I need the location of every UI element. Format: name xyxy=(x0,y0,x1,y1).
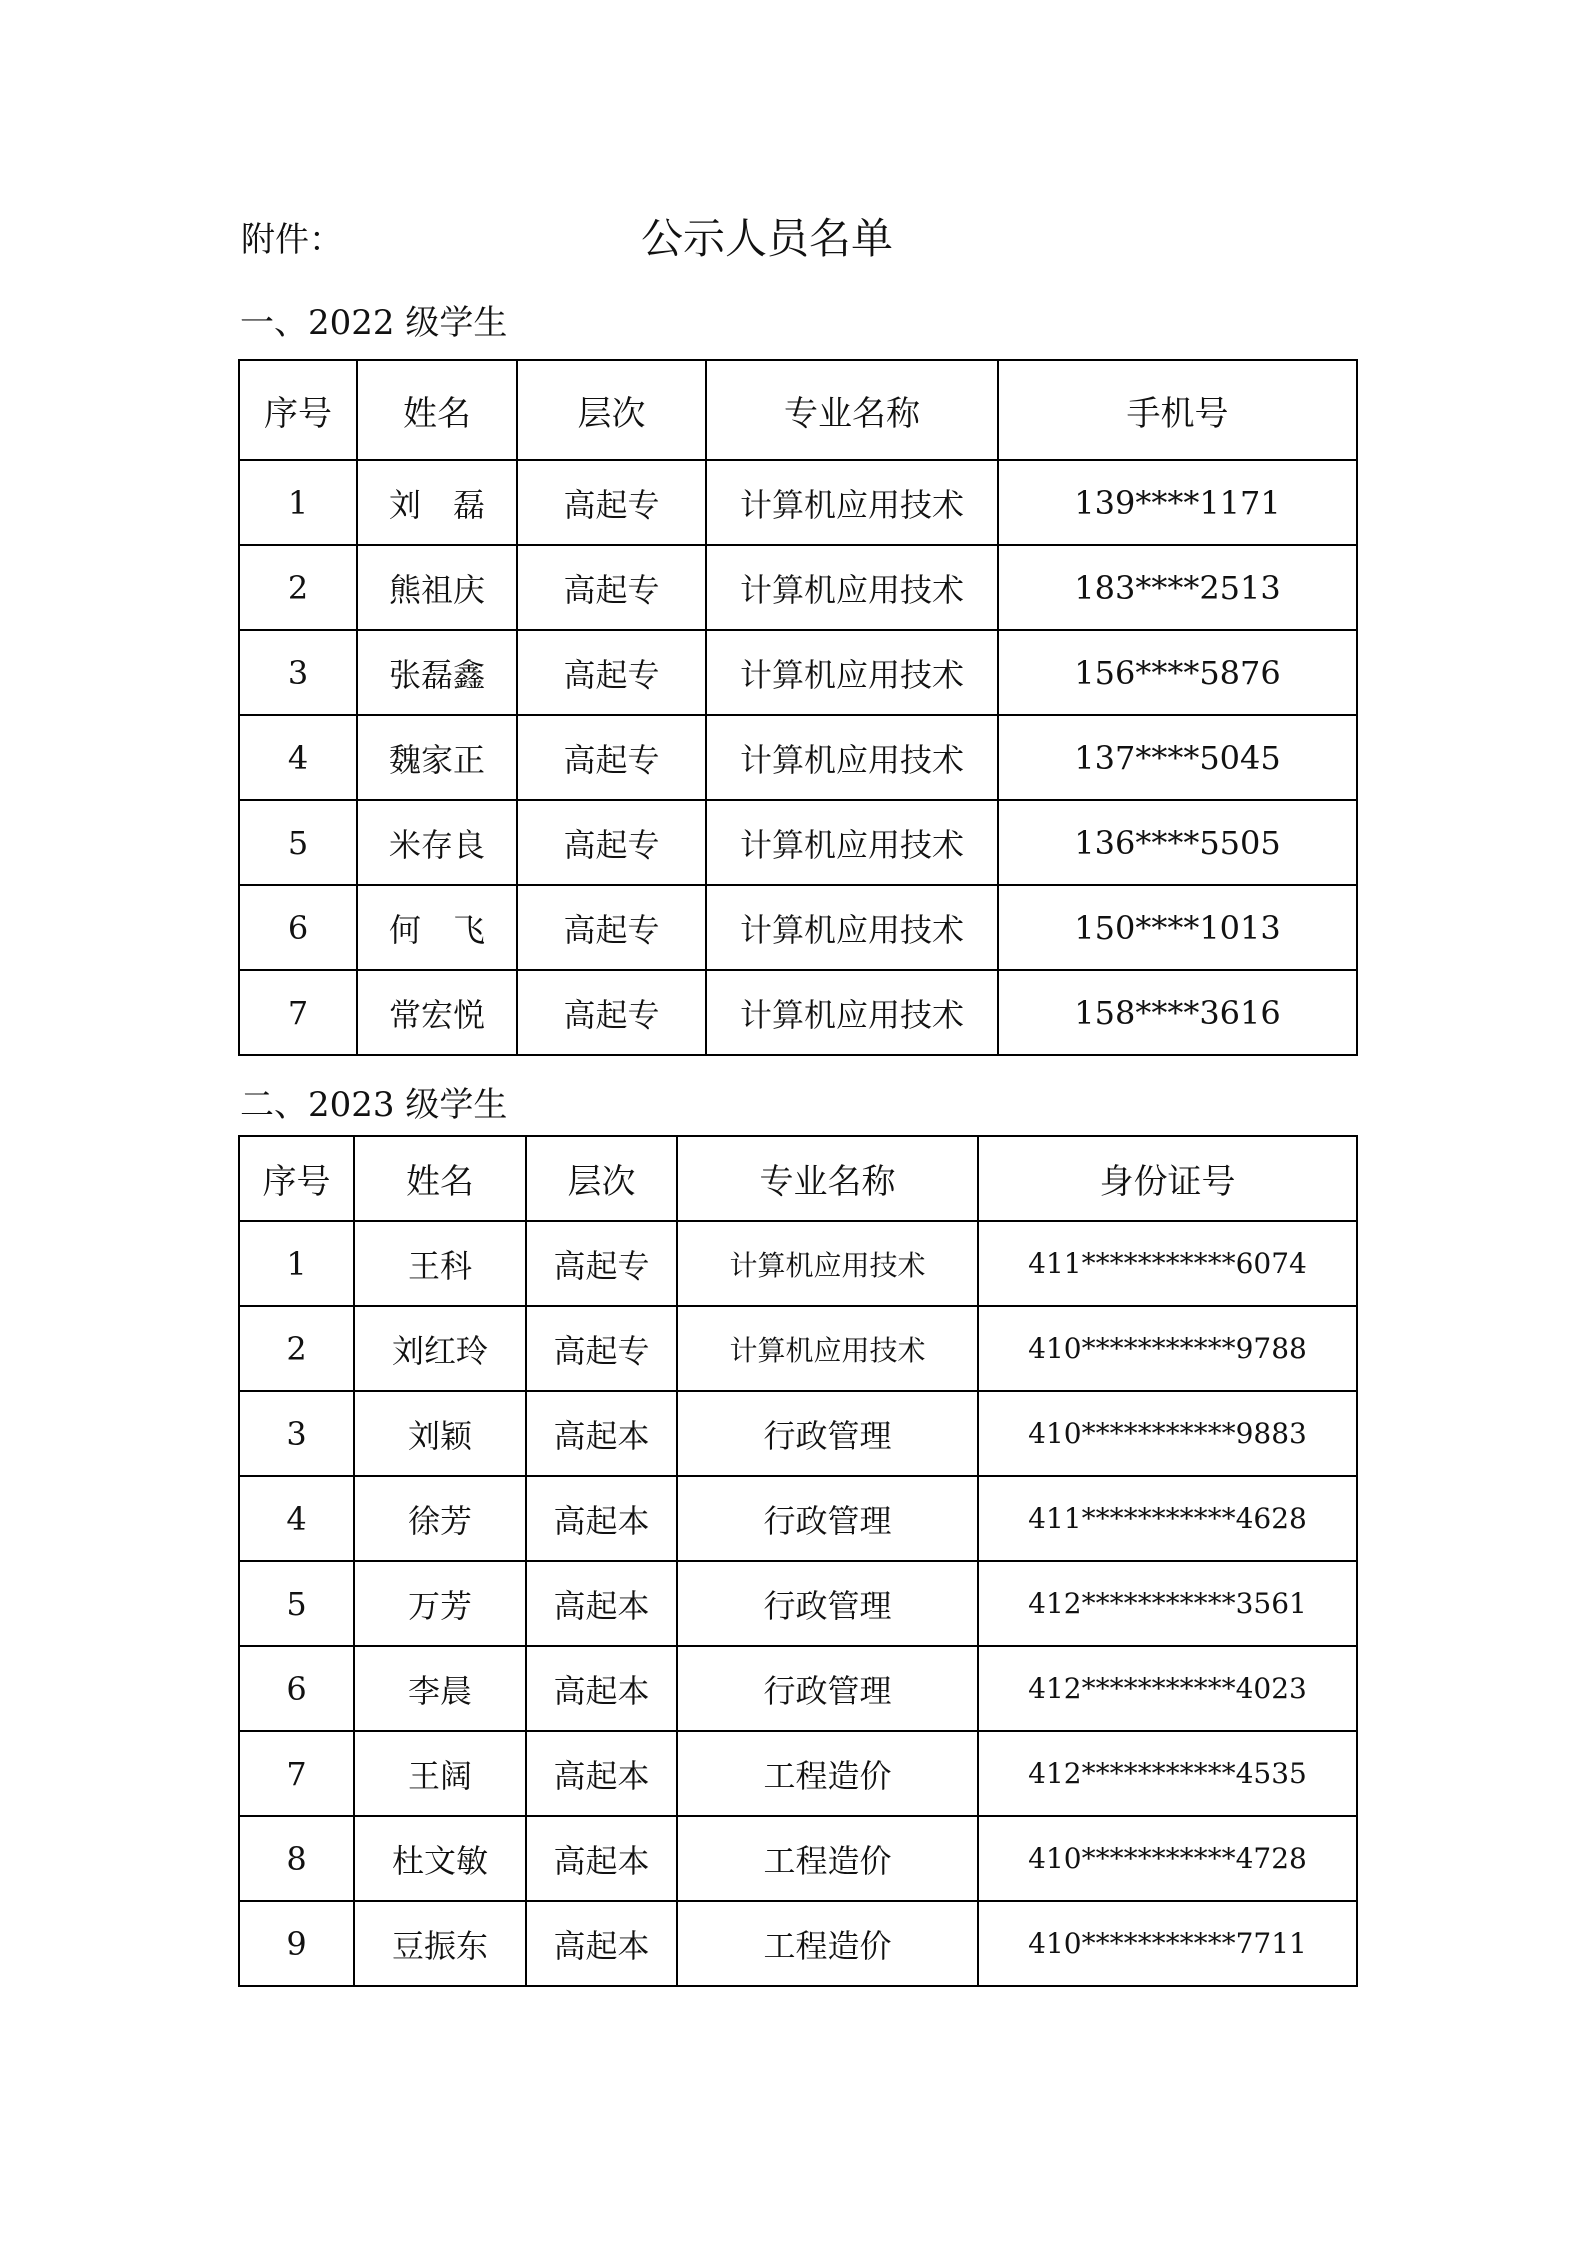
cell-id: 410***********4728 xyxy=(978,1816,1357,1901)
cell-major: 计算机应用技术 xyxy=(706,630,998,715)
cell-level: 高起专 xyxy=(517,800,706,885)
cell-id: 412***********3561 xyxy=(978,1561,1357,1646)
cell-no: 6 xyxy=(239,885,357,970)
cell-id: 410***********9788 xyxy=(978,1306,1357,1391)
table-2023-students xyxy=(238,1135,1358,1987)
cell-major: 行政管理 xyxy=(677,1561,978,1646)
table-row xyxy=(239,1561,1357,1646)
column-header-level: 层次 xyxy=(517,360,706,460)
cell-major: 行政管理 xyxy=(677,1646,978,1731)
column-header-name: 姓名 xyxy=(357,360,517,460)
cell-no: 2 xyxy=(239,545,357,630)
cell-major: 工程造价 xyxy=(677,1901,978,1986)
cell-no: 7 xyxy=(239,1731,354,1816)
cell-phone: 136****5505 xyxy=(998,800,1357,885)
table-2022-students xyxy=(238,359,1358,1056)
cell-major: 计算机应用技术 xyxy=(706,800,998,885)
column-header-name: 姓名 xyxy=(354,1136,526,1221)
cell-level: 高起本 xyxy=(526,1646,677,1731)
cell-level: 高起本 xyxy=(526,1901,677,1986)
attachment-label: 附件： xyxy=(241,220,343,260)
cell-level: 高起专 xyxy=(517,545,706,630)
cell-level: 高起本 xyxy=(526,1561,677,1646)
page-title: 公示人员名单 xyxy=(641,214,894,263)
table-row xyxy=(239,1731,1357,1816)
cell-name: 万芳 xyxy=(354,1561,526,1646)
section-heading-2023: 二、2023 级学生 xyxy=(240,1085,508,1125)
cell-phone: 183****2513 xyxy=(998,545,1357,630)
cell-no: 1 xyxy=(239,1221,354,1306)
cell-level: 高起本 xyxy=(526,1476,677,1561)
cell-phone: 137****5045 xyxy=(998,715,1357,800)
table-row xyxy=(239,630,1357,715)
cell-major: 计算机应用技术 xyxy=(706,885,998,970)
cell-name: 熊祖庆 xyxy=(357,545,517,630)
cell-level: 高起专 xyxy=(517,460,706,545)
cell-no: 3 xyxy=(239,630,357,715)
cell-id: 412***********4023 xyxy=(978,1646,1357,1731)
cell-name: 豆振东 xyxy=(354,1901,526,1986)
cell-no: 9 xyxy=(239,1901,354,1986)
column-header-id: 身份证号 xyxy=(978,1136,1357,1221)
section-heading-2022: 一、2022 级学生 xyxy=(240,303,508,343)
column-header-major: 专业名称 xyxy=(677,1136,978,1221)
table-row xyxy=(239,1391,1357,1476)
cell-name: 魏家正 xyxy=(357,715,517,800)
cell-id: 412***********4535 xyxy=(978,1731,1357,1816)
table-row xyxy=(239,460,1357,545)
cell-level: 高起专 xyxy=(526,1306,677,1391)
cell-level: 高起专 xyxy=(526,1221,677,1306)
cell-id: 411***********6074 xyxy=(978,1221,1357,1306)
cell-level: 高起本 xyxy=(526,1391,677,1476)
cell-level: 高起专 xyxy=(517,885,706,970)
cell-name: 刘颖 xyxy=(354,1391,526,1476)
cell-no: 8 xyxy=(239,1816,354,1901)
column-header-phone: 手机号 xyxy=(998,360,1357,460)
cell-phone: 156****5876 xyxy=(998,630,1357,715)
cell-name: 米存良 xyxy=(357,800,517,885)
table-row xyxy=(239,1901,1357,1986)
column-header-major: 专业名称 xyxy=(706,360,998,460)
cell-no: 5 xyxy=(239,800,357,885)
cell-major: 工程造价 xyxy=(677,1731,978,1816)
cell-level: 高起专 xyxy=(517,630,706,715)
table-row xyxy=(239,715,1357,800)
table-header-row xyxy=(239,1136,1357,1221)
cell-major: 行政管理 xyxy=(677,1476,978,1561)
table-row xyxy=(239,1646,1357,1731)
cell-id: 410***********7711 xyxy=(978,1901,1357,1986)
cell-name: 杜文敏 xyxy=(354,1816,526,1901)
cell-level: 高起本 xyxy=(526,1731,677,1816)
cell-phone: 158****3616 xyxy=(998,970,1357,1055)
cell-major: 计算机应用技术 xyxy=(706,460,998,545)
table-row xyxy=(239,800,1357,885)
cell-name: 何 飞 xyxy=(357,885,517,970)
cell-name: 王阔 xyxy=(354,1731,526,1816)
table-row xyxy=(239,885,1357,970)
cell-phone: 139****1171 xyxy=(998,460,1357,545)
cell-id: 410***********9883 xyxy=(978,1391,1357,1476)
cell-name: 刘红玲 xyxy=(354,1306,526,1391)
table-row xyxy=(239,1816,1357,1901)
table-row xyxy=(239,1306,1357,1391)
cell-major: 计算机应用技术 xyxy=(677,1221,978,1306)
cell-name: 李晨 xyxy=(354,1646,526,1731)
cell-no: 4 xyxy=(239,715,357,800)
cell-level: 高起专 xyxy=(517,970,706,1055)
cell-no: 5 xyxy=(239,1561,354,1646)
cell-level: 高起专 xyxy=(517,715,706,800)
cell-name: 常宏悦 xyxy=(357,970,517,1055)
cell-name: 徐芳 xyxy=(354,1476,526,1561)
cell-no: 3 xyxy=(239,1391,354,1476)
cell-no: 1 xyxy=(239,460,357,545)
cell-major: 计算机应用技术 xyxy=(706,715,998,800)
cell-no: 6 xyxy=(239,1646,354,1731)
cell-major: 行政管理 xyxy=(677,1391,978,1476)
cell-name: 刘 磊 xyxy=(357,460,517,545)
column-header-level: 层次 xyxy=(526,1136,677,1221)
column-header-no: 序号 xyxy=(239,360,357,460)
cell-name: 王科 xyxy=(354,1221,526,1306)
table-row xyxy=(239,1476,1357,1561)
cell-name: 张磊鑫 xyxy=(357,630,517,715)
table-row xyxy=(239,1221,1357,1306)
cell-no: 2 xyxy=(239,1306,354,1391)
cell-level: 高起本 xyxy=(526,1816,677,1901)
cell-phone: 150****1013 xyxy=(998,885,1357,970)
table-header-row xyxy=(239,360,1357,460)
cell-no: 4 xyxy=(239,1476,354,1561)
cell-major: 计算机应用技术 xyxy=(677,1306,978,1391)
cell-major: 计算机应用技术 xyxy=(706,545,998,630)
cell-id: 411***********4628 xyxy=(978,1476,1357,1561)
table-row xyxy=(239,545,1357,630)
column-header-no: 序号 xyxy=(239,1136,354,1221)
cell-no: 7 xyxy=(239,970,357,1055)
table-row xyxy=(239,970,1357,1055)
cell-major: 工程造价 xyxy=(677,1816,978,1901)
cell-major: 计算机应用技术 xyxy=(706,970,998,1055)
